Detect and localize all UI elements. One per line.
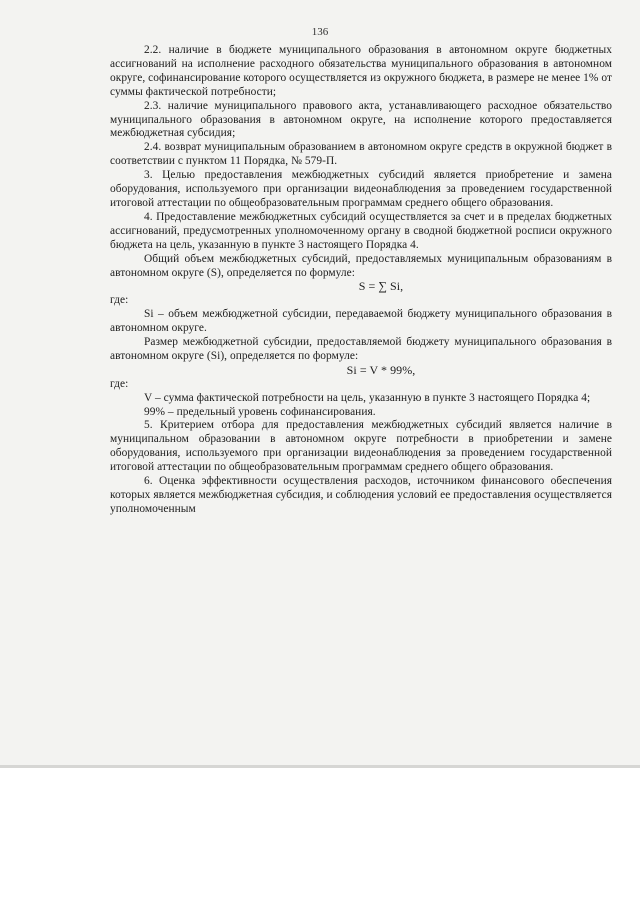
paragraph-6: 6. Оценка эффективности осуществления расходов, источником финансового обеспечения которых является межбюджетная субсидия, и соблюдения условий ее предоставления осуществляется уполномоченным — [110, 475, 612, 515]
paragraph-si-definition: Si – объем межбюджетной субсидии, передаваемой бюджету муниципального образования в автономном округе. — [110, 308, 612, 335]
paragraph-cofinancing-level: 99% – предельный уровень софинансирования. — [144, 405, 376, 418]
page-edge — [0, 765, 640, 768]
paragraph-4: 4. Предоставление межбюджетных субсидий осуществляется за счет и в пределах бюджетных ассигнований, предусмотренных уполномоченному органу в сводной бюджетной росписи окружного бюджета на цель, указанную в пункте 3 настоящего Порядка 4. — [110, 210, 612, 251]
page-number: 136 — [311, 26, 329, 38]
paragraph-2-4: 2.4. возврат муниципальным образованием в автономном округе средств в окружной бюджет в соответствии с пунктом 11 Порядка, № 579-П. — [110, 141, 612, 168]
where-label-2: где: — [110, 377, 129, 390]
paragraph-5: 5. Критерием отбора для предоставления межбюджетных субсидий является наличие в муниципальном образовании в автономном округе потребности в приобретении и замене оборудования, используемого при организации видеонаблюдения за проведением государственной итоговой аттестации по общеобразовательным программам среднего общего образования. — [110, 419, 612, 474]
paragraph-subsidy-size: Размер межбюджетной субсидии, предоставляемой бюджету муниципального образования в автономном округе (Si), определяется по формуле: — [110, 336, 612, 362]
paragraph-total-volume: Общий объем межбюджетных субсидий, предоставляемых муниципальным образованиям в автономном округе (S), определяется по формуле: — [110, 252, 612, 279]
document-body — [110, 44, 612, 517]
formula-si: Si = V * 99%, — [346, 362, 416, 377]
paragraph-v-definition: V – сумма фактической потребности на цель, указанную в пункте 3 настоящего Порядка 4; — [144, 391, 591, 404]
paragraph-3: 3. Целью предоставления межбюджетных субсидий является приобретение и замена оборудования, используемого при организации видеонаблюдения за проведением государственной итоговой аттестации по общеобразовательным программам среднего общего образования. — [110, 169, 612, 209]
paragraph-2-2: 2.2. наличие в бюджете муниципального образования в автономном округе бюджетных ассигнований на исполнение расходного обязательства муниципального образования в автономном округе, софинансирование которого осуществляется из окружного бюджета, в размере не менее 1% от суммы фактической потребности; — [110, 44, 612, 98]
formula-total: S = ∑ Si, — [358, 279, 404, 294]
paragraph-2-3: 2.3. наличие муниципального правового акта, устанавливающего расходное обязательство муниципального образования в автономном округе, на исполнение которого предоставляется межбюджетная субсидия; — [110, 99, 612, 140]
where-label-1: где: — [110, 294, 129, 307]
